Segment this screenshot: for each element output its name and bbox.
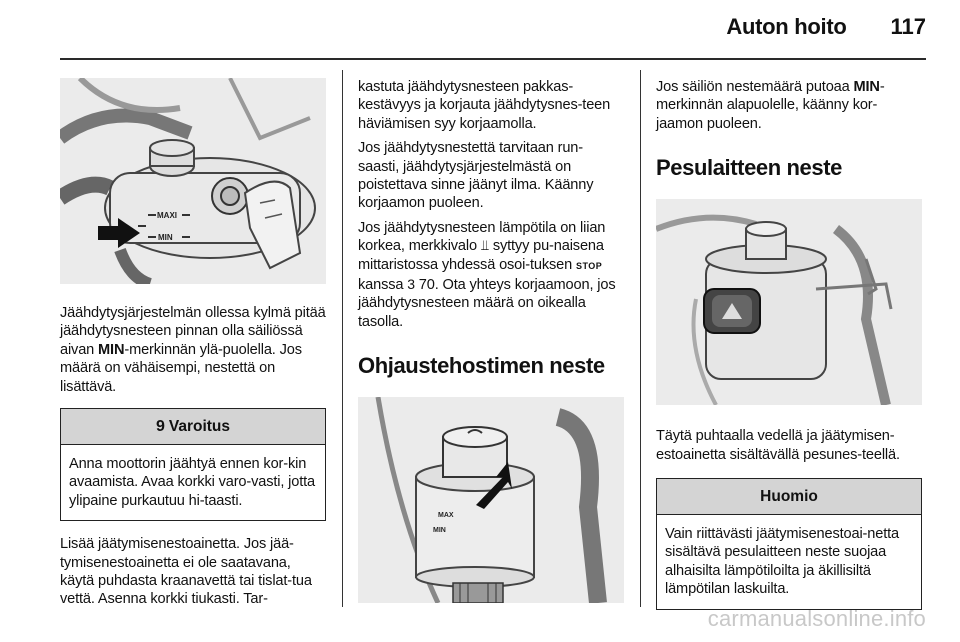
- warning-triangle-icon: 9: [155, 417, 165, 435]
- note-title: Huomio: [760, 487, 818, 505]
- column-2: [358, 78, 624, 603]
- note-text: Vain riittävästi jäätymisenestoai-netta sisältävä pesulaitteen neste suojaa alhaisilta lämpötiloilta ja äkillisiltä lämpötilan laskuilta.: [665, 526, 899, 598]
- note-box: [656, 478, 922, 610]
- page-header: [726, 14, 926, 40]
- warning-text: Anna moottorin jäähtyä ennen kor-kin avaamista. Avaa korkki varo-vasti, jotta ylipaine purkautuu hi-taasti.: [69, 456, 315, 509]
- power-steering-figure: [358, 397, 624, 603]
- watermark: carmanualsonline.info: [707, 606, 926, 631]
- washer-fluid-figure: [656, 199, 922, 405]
- warning-header: [61, 409, 325, 445]
- warning-box: [60, 408, 326, 521]
- column-divider-1: [342, 70, 343, 607]
- washer-fill-paragraph: Täytä puhtaalla vedellä ja jäätymisen-estoainetta sisältävällä pesunes-teellä.: [656, 428, 900, 463]
- coolant-reservoir-figure: [60, 78, 326, 284]
- washer-fluid-heading: Pesulaitteen neste: [656, 155, 842, 181]
- washer-fluid-illustration: [656, 199, 922, 405]
- page-number: 117: [890, 14, 926, 39]
- max-label: MAX: [438, 512, 454, 520]
- antifreeze-paragraph: Lisää jäätymisenestoainetta. Jos jää-tymisenestoainetta ei ole saatavana, käytä puhdasta kraanavettä tai tislat-tua vettä. Asenna korkki tiukasti. Tar-: [60, 536, 312, 608]
- min-label-steering: MIN: [433, 527, 446, 535]
- maxi-label: MAXI: [157, 211, 177, 220]
- min-label: MIN: [158, 233, 173, 242]
- stop-symbol: STOP: [575, 260, 603, 271]
- frost-check-paragraph: kastuta jäähdytysnesteen pakkas-kestävyys ja korjauta jäähdytysnes-teen häviämisen syy korjaamolla.: [358, 79, 611, 132]
- air-bleed-paragraph: Jos jäähdytysnestettä tarvitaan run-saasti, jäähdytysjärjestelmästä on poistettava sinne jäänyt ilma. Käänny korjaamon puoleen.: [358, 140, 594, 212]
- coolant-reservoir-illustration: [60, 78, 326, 284]
- power-steering-heading: Ohjaustehostimen neste: [358, 353, 605, 379]
- coolant-temperature-icon: ⫫: [480, 238, 489, 255]
- power-steering-illustration: [358, 397, 624, 603]
- column-3: [656, 78, 922, 610]
- column-divider-2: [640, 70, 641, 607]
- note-header: [657, 479, 921, 515]
- column-1: [60, 78, 326, 615]
- page-reference-icon: 3: [407, 276, 415, 293]
- coolant-level-paragraph: Jäähdytysjärjestelmän ollessa kylmä pitää jäähdytysnesteen pinnan olla säiliössä aivan MIN-merkinnän ylä-puolella. Jos määrä on vähäisempi, nestettä on lisättävä.: [60, 305, 326, 395]
- warning-title: Varoitus: [168, 417, 231, 435]
- overheat-paragraph: Jos jäähdytysnesteen lämpötila on liian korkea, merkkivalo ⫫ syttyy pu-naisena mittaristossa yhdessä osoi-tuksen STOP kanssa 3 70. Ota yhteys korjaamoon, jos jäähdytysnesteen määrä on oikealla tasolla.: [358, 219, 616, 330]
- header-rule: [60, 58, 926, 60]
- section-title: Auton hoito: [726, 14, 847, 39]
- low-level-paragraph: Jos säiliön nestemäärä putoaa MIN-merkinnän alapuolelle, käänny kor-jaamon puoleen.: [656, 79, 885, 132]
